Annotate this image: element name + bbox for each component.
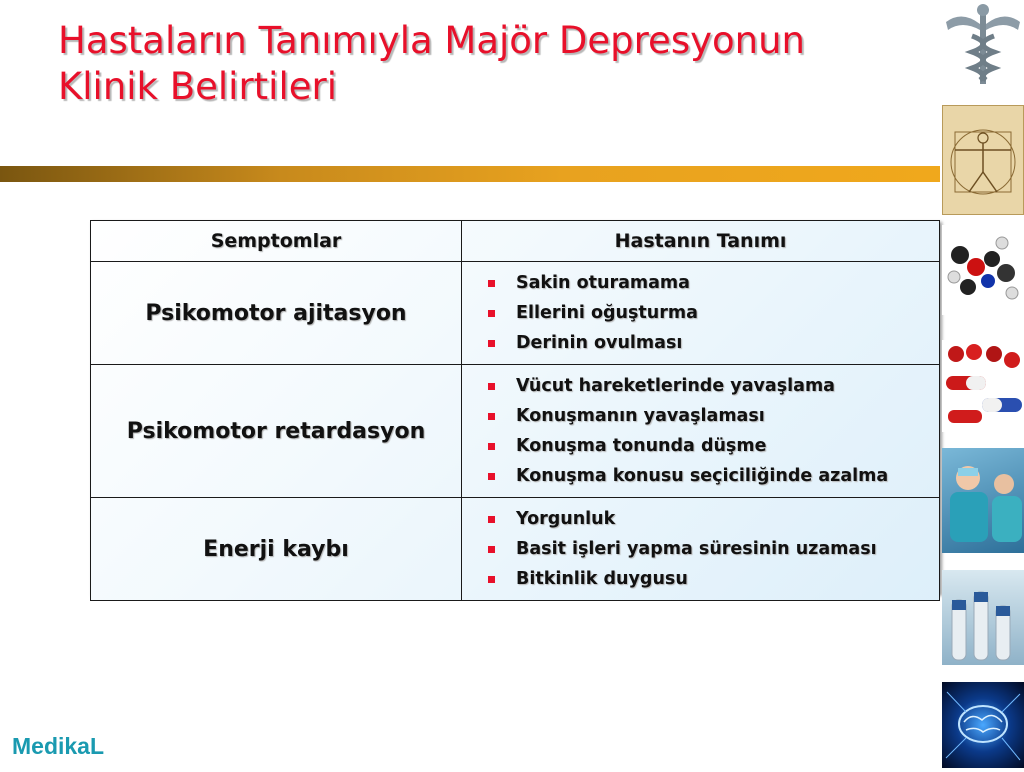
table-header-row — [91, 221, 940, 262]
list-item: Konuşma tonunda düşme — [474, 431, 939, 461]
symptom-cell: Enerji kaybı — [91, 498, 462, 601]
description-list — [474, 504, 939, 594]
list-item: Vücut hareketlerinde yavaşlama — [474, 371, 939, 401]
list-item: Sakin oturamama — [474, 268, 939, 298]
square-bullet-icon — [488, 576, 495, 583]
symptom-table-container — [90, 220, 940, 594]
vitruvian-man-image — [942, 105, 1024, 215]
medikal-logo: MedikaL — [12, 733, 105, 759]
surgeons-image — [942, 448, 1024, 553]
square-bullet-icon — [488, 340, 495, 347]
square-bullet-icon — [488, 516, 495, 523]
title-divider-bar — [0, 166, 940, 182]
list-item: Bitkinlik duygusu — [474, 564, 939, 594]
list-item: Konuşmanın yavaşlaması — [474, 401, 939, 431]
table-row — [91, 498, 940, 601]
list-item: Ellerini oğuşturma — [474, 298, 939, 328]
test-tubes-image — [942, 570, 1024, 665]
description-cell — [462, 262, 940, 365]
table-row — [91, 365, 940, 498]
list-item: Yorgunluk — [474, 504, 939, 534]
symptom-cell: Psikomotor ajitasyon — [91, 262, 462, 365]
description-cell — [462, 365, 940, 498]
title-line-1: Hastaların Tanımıyla Majör Depresyonun — [58, 19, 805, 62]
list-item: Derinin ovulması — [474, 328, 939, 358]
square-bullet-icon — [488, 310, 495, 317]
symptom-table — [90, 220, 940, 601]
title-line-2: Klinik Belirtileri — [58, 65, 337, 108]
description-list — [474, 268, 939, 358]
square-bullet-icon — [488, 473, 495, 480]
header-symptoms: Semptomlar — [91, 221, 462, 262]
pills-image — [942, 340, 1024, 432]
slide-title — [58, 18, 928, 110]
square-bullet-icon — [488, 443, 495, 450]
molecule-image — [942, 225, 1024, 315]
square-bullet-icon — [488, 280, 495, 287]
header-patient-description: Hastanın Tanımı — [462, 221, 940, 262]
caduceus-image — [942, 0, 1024, 90]
square-bullet-icon — [488, 546, 495, 553]
symptom-cell: Psikomotor retardasyon — [91, 365, 462, 498]
table-row — [91, 262, 940, 365]
brain-image — [942, 682, 1024, 768]
description-list — [474, 371, 939, 491]
list-item: Basit işleri yapma süresinin uzaması — [474, 534, 939, 564]
square-bullet-icon — [488, 413, 495, 420]
description-cell — [462, 498, 940, 601]
list-item: Konuşma konusu seçiciliğinde azalma — [474, 461, 939, 491]
square-bullet-icon — [488, 383, 495, 390]
